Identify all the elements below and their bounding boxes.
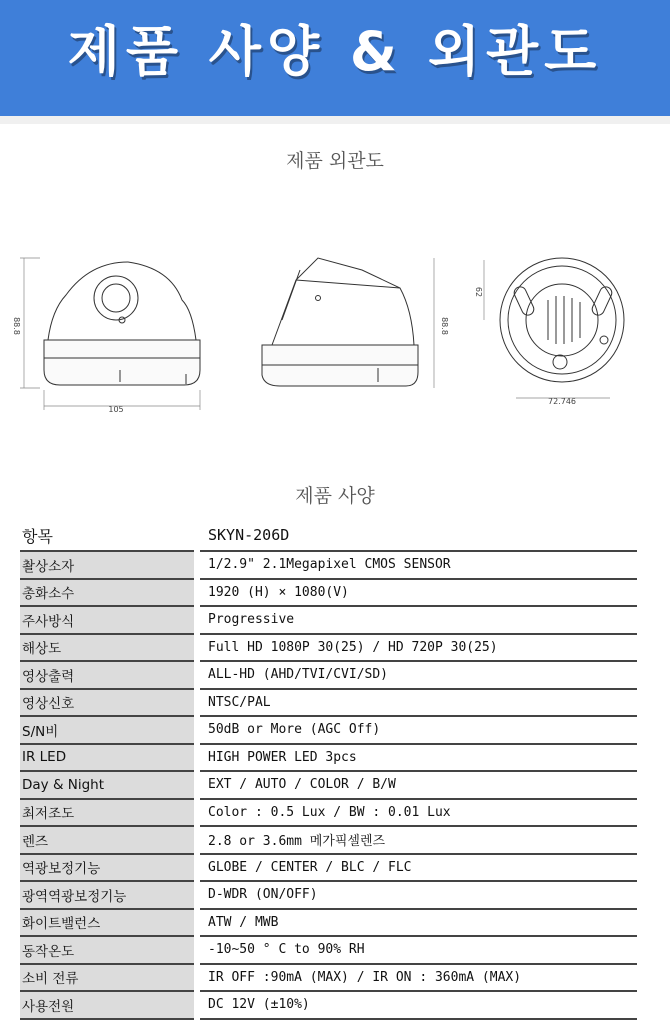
appearance-drawings xyxy=(0,240,670,420)
spec-row xyxy=(20,689,637,717)
spec-value: ATW / MWB xyxy=(197,909,637,937)
spec-value: HIGH POWER LED 3pcs xyxy=(197,744,637,772)
spec-row xyxy=(20,661,637,689)
spec-row xyxy=(20,799,637,827)
spec-key: IR LED xyxy=(20,744,197,772)
spec-key: 영상신호 xyxy=(20,689,197,717)
spec-value: 2.8 or 3.6mm 메가픽셀렌즈 xyxy=(197,826,637,854)
front-view-drawing xyxy=(20,258,200,410)
spec-value: EXT / AUTO / COLOR / B/W xyxy=(197,771,637,799)
spec-value: ALL-HD (AHD/TVI/CVI/SD) xyxy=(197,661,637,689)
spec-row xyxy=(20,744,637,772)
spec-row xyxy=(20,579,637,607)
spec-row xyxy=(20,771,637,799)
spec-key: 렌즈 xyxy=(20,826,197,854)
spec-key: S/N비 xyxy=(20,716,197,744)
spec-title: 제품 사양 xyxy=(295,485,375,507)
spec-key: 촬상소자 xyxy=(20,551,197,579)
spec-row xyxy=(20,826,637,854)
spec-row xyxy=(20,936,637,964)
spec-key: 역광보정기능 xyxy=(20,854,197,882)
spec-key: 화이트밸런스 xyxy=(20,909,197,937)
side-view-drawing xyxy=(262,258,434,388)
spec-row xyxy=(20,606,637,634)
spec-value: -10~50 ° C to 90% RH xyxy=(197,936,637,964)
bottom-view-drawing xyxy=(484,258,624,398)
spec-row xyxy=(20,909,637,937)
spec-key: 해상도 xyxy=(20,634,197,662)
spec-row xyxy=(20,991,637,1019)
spec-key: 최저조도 xyxy=(20,799,197,827)
side-height-label: 88.8 xyxy=(440,317,449,335)
spec-row xyxy=(20,551,637,579)
spec-value: 1/2.9" 2.1Megapixel CMOS SENSOR xyxy=(197,551,637,579)
spec-value: IR OFF :90mA (MAX) / IR ON : 360mA (MAX) xyxy=(197,964,637,992)
spec-key: 주사방식 xyxy=(20,606,197,634)
spec-key: 영상출력 xyxy=(20,661,197,689)
spec-header-key: 항목 xyxy=(20,520,197,551)
front-height-label: 88.8 xyxy=(12,317,21,335)
banner-title: 제품 사양 & 외관도 xyxy=(67,20,603,83)
spec-key: Day & Night xyxy=(20,771,197,799)
front-width-label: 105 xyxy=(108,405,124,414)
spec-value: NTSC/PAL xyxy=(197,689,637,717)
spec-key: 사용전원 xyxy=(20,991,197,1019)
spec-value: Full HD 1080P 30(25) / HD 720P 30(25) xyxy=(197,634,637,662)
spec-key: 광역역광보정기능 xyxy=(20,881,197,909)
spec-value: GLOBE / CENTER / BLC / FLC xyxy=(197,854,637,882)
spec-row xyxy=(20,854,637,882)
spec-value: Progressive xyxy=(197,606,637,634)
spec-key: 총화소수 xyxy=(20,579,197,607)
spec-value: DC 12V (±10%) xyxy=(197,991,637,1019)
banner-divider xyxy=(0,116,670,124)
spec-header-value: SKYN-206D xyxy=(197,520,637,551)
spec-key: 소비 전류 xyxy=(20,964,197,992)
spec-value: Color : 0.5 Lux / BW : 0.01 Lux xyxy=(197,799,637,827)
spec-row xyxy=(20,716,637,744)
spec-row xyxy=(20,964,637,992)
spec-value: 50dB or More (AGC Off) xyxy=(197,716,637,744)
spec-value: 1920 (H) × 1080(V) xyxy=(197,579,637,607)
spec-table xyxy=(20,520,637,1020)
appearance-title: 제품 외관도 xyxy=(286,150,384,172)
spec-row xyxy=(20,634,637,662)
spec-header-row xyxy=(20,520,637,551)
bottom-dia-label: 72.746 xyxy=(548,397,576,406)
spec-key: 동작온도 xyxy=(20,936,197,964)
spec-row xyxy=(20,881,637,909)
bottom-h-label: 62 xyxy=(474,286,483,298)
spec-value: D-WDR (ON/OFF) xyxy=(197,881,637,909)
